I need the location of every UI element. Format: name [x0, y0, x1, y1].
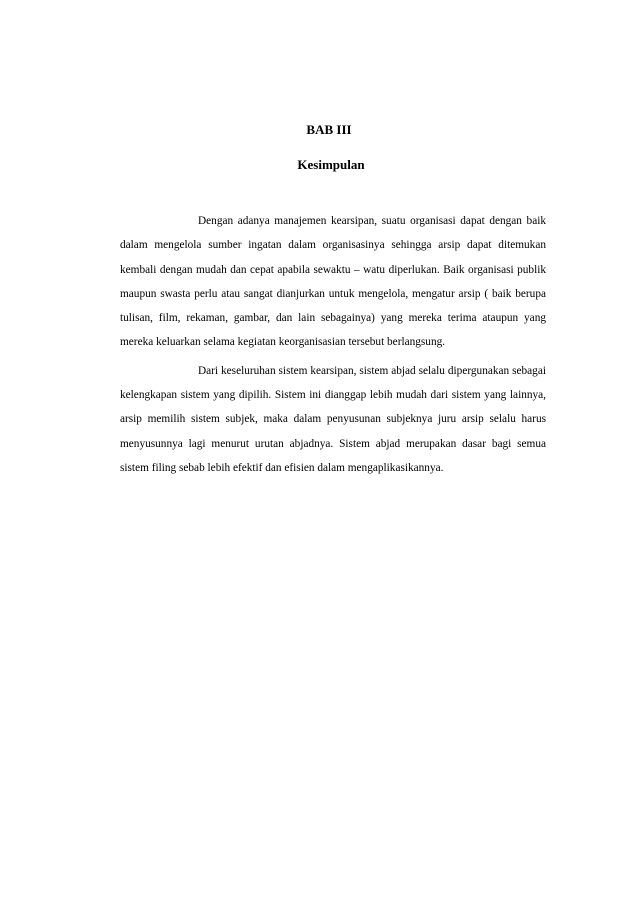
chapter-title: Kesimpulan [297, 157, 365, 172]
paragraph-1: Dengan adanya manajemen kearsipan, suatu organisasi dapat dengan baik dalam mengelola sumber ingatan dalam organisasinya sehingga arsip dapat ditemukan kembali dengan mudah dan cepat apabila sewaktu – watu diperlukan. Baik organisasi publik maupun swasta perlu atau sangat dianjurkan untuk mengelola, mengatur arsip ( baik berupa tulisan, film, rekaman, gambar, dan lain sebagainya) yang mereka terima ataupun yang mereka keluarkan selama kegiatan keorganisasian tersebut berlangsung. [120, 215, 546, 349]
body-text [120, 209, 546, 480]
paragraph-2: Dari keseluruhan sistem kearsipan, sistem abjad selalu dipergunakan sebagai kelengkapan sistem yang dipilih. Sistem ini dianggap lebih mudah dari sistem yang lainnya, arsip memilih sistem subjek, maka dalam penyusunan subjeknya juru arsip selalu harus menyusunnya lagi menurut urutan abjadnya. Sistem abjad merupakan dasar bagi semua sistem filing sebab lebih efektif dan efisien dalam mengaplikasikannya. [120, 364, 546, 474]
chapter-label: BAB III [306, 122, 352, 137]
